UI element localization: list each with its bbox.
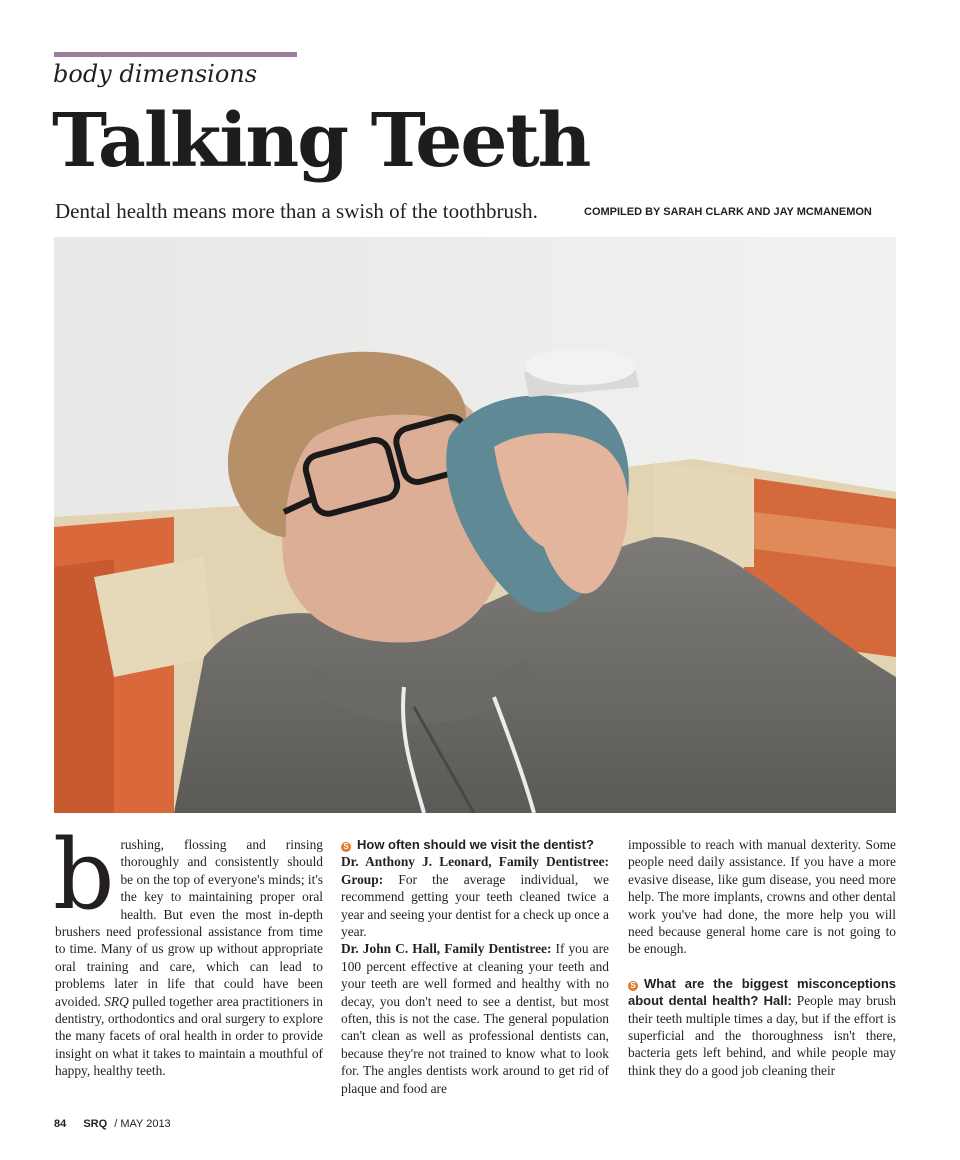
section-rule xyxy=(54,52,297,57)
page-footer xyxy=(54,1118,171,1130)
intro-text: rushing, flossing and rinsing thoroughly and consistently should be on the top of everyone's minds; it's the key to maintaining proper oral health. But even the most in-depth brushers need professional assistance from time to time. Many of us grow up without appropriate oral training and care, which can lead to problems later in life that could have been avoided. xyxy=(55,837,323,1009)
qa-column-2 xyxy=(628,836,896,1079)
issue-date: / MAY 2013 xyxy=(114,1118,171,1130)
answer-2-continued: impossible to reach with manual dexterity. Some people need daily assistance. If you have a more evasive disease, like gum disease, you need more help. The more implants, crowns and other dental work you've had done, the more help you will need because general home care is not going to be enough. xyxy=(628,837,896,957)
answer-1-text: For the average individual, we recommend getting your teeth cleaned twice a year and seeing your dentist for a check up once a year. xyxy=(341,871,609,940)
author-credit: COMPILED BY SARAH CLARK AND JAY MCMANEMON xyxy=(584,206,872,218)
answer-2 xyxy=(341,940,609,1097)
article-subtitle: Dental health means more than a swish of the toothbrush. xyxy=(55,199,538,223)
answer-1 xyxy=(341,853,609,940)
answer-3-speaker: Hall: xyxy=(763,993,792,1009)
magazine-name-inline: SRQ xyxy=(104,993,129,1009)
magazine-name: SRQ xyxy=(83,1118,108,1130)
qa-column-1 xyxy=(341,836,609,1097)
section-label: body dimensions xyxy=(53,60,258,88)
answer-1-speaker: Dr. Anthony J. Leonard, Family Dentistree: Group: xyxy=(341,854,609,887)
intro-column xyxy=(53,819,323,1080)
hero-photo xyxy=(54,237,896,813)
question-2: S What are the biggest misconceptions about dental health? Hall: People may brush their teeth multiple times a day, but if the effort is superficial and the thoroughness isn't there, bacteria gets left behind, and while people may think they do a good job cleaning their xyxy=(628,975,896,1078)
srq-bullet-icon: S xyxy=(628,981,638,991)
page-number: 84 xyxy=(54,1118,67,1130)
srq-bullet-icon: S xyxy=(341,842,351,852)
intro-text-continued: pulled together area practitioners in dentistry, orthodontics and oral surgery to explore the many facets of oral health in order to provide insight on what it takes to maintain a mouthful of happy, healthy teeth. xyxy=(55,993,323,1079)
question-1: S How often should we visit the dentist? xyxy=(341,836,609,853)
answer-2-text: If you are 100 percent effective at cleaning your teeth and your teeth are well formed and healthy with no decay, you don't need to see a dentist, but most often, this is not the case. The general population can't clean as well as professional dentists can, because they're not trained to know what to look for. The angles dentists work around to get rid of plaque and food are xyxy=(341,941,609,1096)
answer-2-speaker: Dr. John C. Hall, Family Dentistree: xyxy=(341,941,552,957)
article-title: Talking Teeth xyxy=(52,98,590,184)
drop-cap: b xyxy=(53,819,115,931)
answer-3-text: People may brush their teeth multiple times a day, but if the effort is superficial and the thoroughness isn't there, bacteria gets left behind, and while people may think they do a good job cleaning their xyxy=(628,993,896,1078)
